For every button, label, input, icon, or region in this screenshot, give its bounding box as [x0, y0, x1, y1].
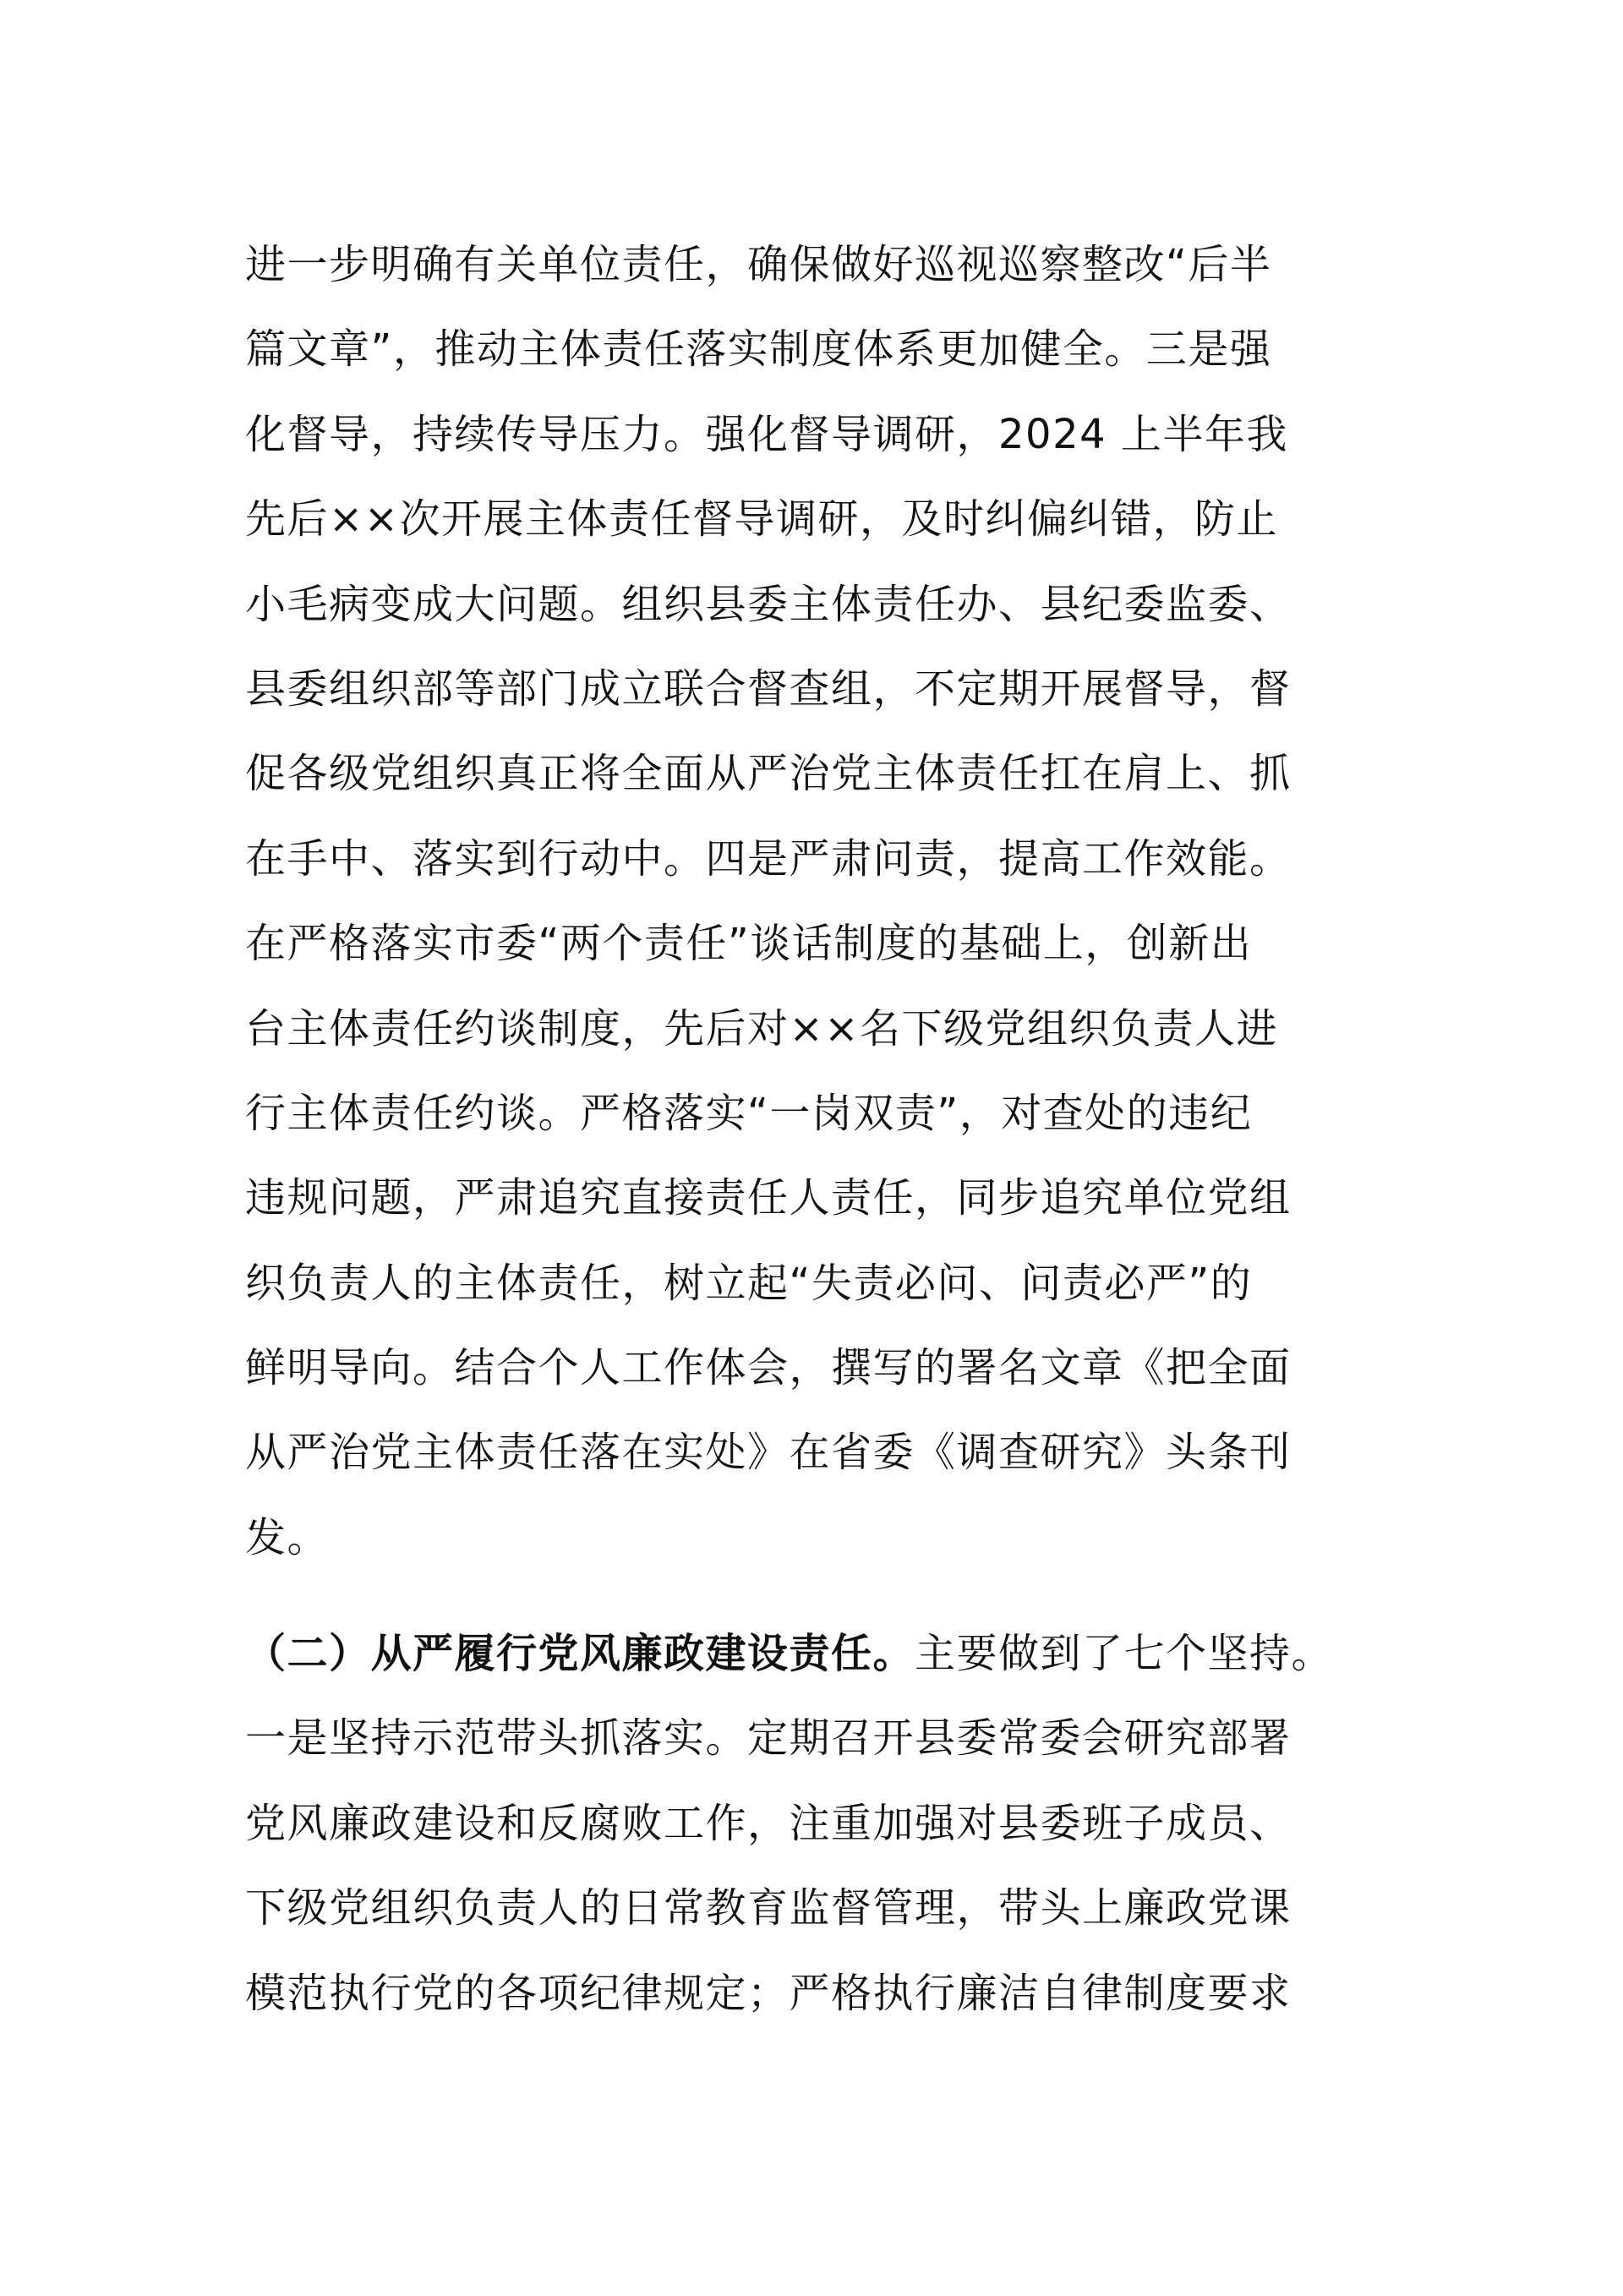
paragraph-line: 台主体责任约谈制度，先后对××名下级党组织负责人进 — [245, 1004, 1278, 1052]
paragraph-line: 在手中、落实到行动中。四是严肃问责，提高工作效能。 — [245, 834, 1292, 883]
paragraph-line: 鲜明导向。结合个人工作体会，撰写的署名文章《把全面 — [245, 1344, 1292, 1392]
paragraph-line: 县委组织部等部门成立联合督查组，不定期开展督导，督 — [245, 664, 1292, 713]
paragraph-line: 进一步明确有关单位责任，确保做好巡视巡察整改“后半 — [245, 241, 1272, 288]
paragraph-line: 违规问题，严肃追究直接责任人责任，同步追究单位党组 — [245, 1174, 1292, 1222]
paragraph-line: 化督导，持续传导压力。强化督导调研，2024 上半年我 — [245, 410, 1288, 458]
paragraph-1 — [245, 222, 1395, 1580]
paragraph-line: 从严治党主体责任落在实处》在省委《调查研究》头条刊 — [245, 1429, 1292, 1477]
paragraph-line: 小毛病变成大问题。组织县委主体责任办、县纪委监委、 — [245, 580, 1292, 628]
section-heading: （二）从严履行党风廉政建设责任。 — [245, 1630, 915, 1677]
paragraph-line: 促各级党组织真正将全面从严治党主体责任扛在肩上、抓 — [245, 750, 1292, 798]
paragraph-line: 下级党组织负责人的日常教育监督管理，带头上廉政党课 — [245, 1884, 1292, 1932]
paragraph-line: 织负责人的主体责任，树立起“失责必问、问责必严”的 — [245, 1259, 1253, 1307]
paragraph-line: 模范执行党的各项纪律规定；严格执行廉洁自律制度要求 — [245, 1969, 1292, 2017]
paragraph-line: 篇文章”，推动主体责任落实制度体系更加健全。三是强 — [245, 325, 1272, 374]
paragraph-line: 党风廉政建设和反腐败工作，注重加强对县委班子成员、 — [245, 1799, 1292, 1847]
paragraph-line: 一是坚持示范带头抓落实。定期召开县委常委会研究部署 — [245, 1714, 1292, 1763]
paragraph-line: 发。 — [245, 1513, 330, 1561]
section-heading-rest: 主要做到了七个坚持。 — [915, 1630, 1334, 1677]
paragraph-line: 行主体责任约谈。严格落实“一岗双责”，对查处的违纪 — [245, 1089, 1253, 1137]
paragraph-line: 在严格落实市委“两个责任”谈话制度的基础上，创新出 — [245, 920, 1253, 968]
section-heading-line — [245, 1611, 1395, 1696]
paragraph-line: 先后××次开展主体责任督导调研，及时纠偏纠错，防止 — [245, 495, 1278, 544]
paragraph-2 — [245, 1611, 1395, 2036]
